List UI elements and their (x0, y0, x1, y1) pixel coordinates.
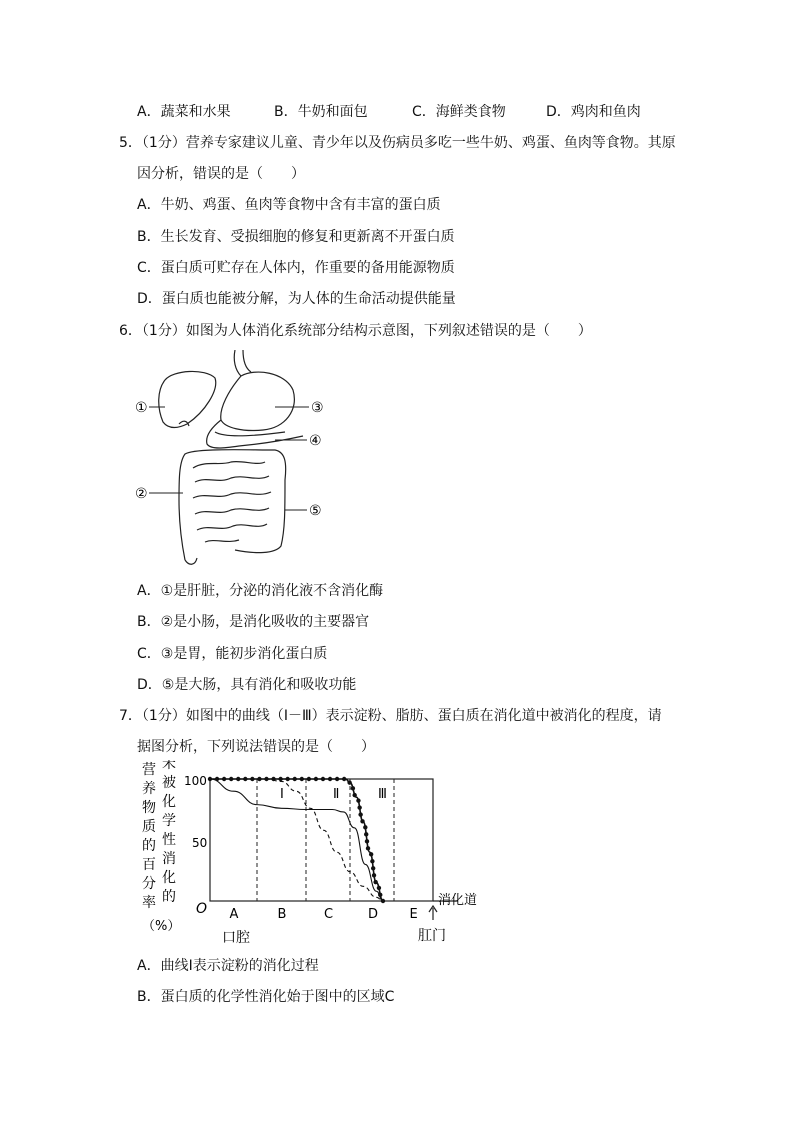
series-3-dot (271, 777, 275, 781)
q7-option-b[interactable]: B．蛋白质的化学性消化始于图中的区域C (137, 989, 395, 1005)
series-3-dot (369, 852, 373, 856)
series-3-dot (243, 777, 247, 781)
series-label-1: Ⅰ (280, 787, 284, 802)
y-label-col2-char: 未 (162, 760, 176, 772)
series-3-dot (358, 812, 362, 816)
series-3-dot (370, 859, 374, 863)
x-category-label: A (229, 907, 239, 922)
stomach-shape (221, 372, 295, 430)
q6-option-a[interactable]: A．①是肝脏，分泌的消化液不含消化酶 (137, 583, 384, 599)
y-label-col1-char: 养 (142, 781, 156, 797)
series-3-dot (381, 899, 385, 903)
q4-option-d[interactable]: D．鸡肉和鱼肉 (546, 104, 641, 120)
y-label-col1-char: 率 (142, 895, 156, 911)
series-3-dot (356, 798, 360, 802)
series-3-dot (363, 825, 367, 829)
series-3-dot (293, 777, 297, 781)
mouth-label: 口腔 (222, 930, 250, 946)
series-3-dot (314, 777, 318, 781)
series-3-dot (236, 777, 240, 781)
x-category-label: B (277, 907, 287, 922)
series-3-dot (373, 880, 377, 884)
y-label-col2-char: 学 (162, 813, 176, 829)
q5-option-b[interactable]: B．生长发育、受损细胞的修复和更新离不开蛋白质 (137, 229, 455, 245)
figure-label-4: ④ (309, 433, 322, 449)
series-3-dot (208, 777, 212, 781)
q7-stem-line1: 7．（1分）如图中的曲线（Ⅰ－Ⅲ）表示淀粉、脂肪、蛋白质在消化道中被消化的程度，请 (119, 708, 662, 724)
y-label-col2-char: 被 (162, 775, 176, 791)
x-category-label: C (324, 907, 334, 922)
q5-stem-line1: 5．（1分）营养专家建议儿童、青少年以及伤病员多吃一些牛奶、鸡蛋、鱼肉等食物。其原 (119, 135, 676, 151)
anus-arrow (429, 906, 437, 920)
series-3-dot (335, 777, 339, 781)
series-3-dot (264, 777, 268, 781)
series-3-dot (307, 777, 311, 781)
y-label-col2-char: 化 (162, 794, 176, 810)
series-3-dot (222, 777, 226, 781)
series-3-dot (351, 786, 355, 790)
q6-option-b[interactable]: B．②是小肠，是消化吸收的主要器官 (137, 614, 370, 630)
y-label-col2-char: 的 (162, 889, 176, 905)
series-3-dot (300, 777, 304, 781)
series-3-dot (328, 777, 332, 781)
x-axis-label: 消化道 (438, 893, 478, 908)
figure-label-5: ⑤ (309, 503, 322, 519)
series-3-dot (285, 777, 289, 781)
series-3-dot (229, 777, 233, 781)
q6-stem: 6．（1分）如图为人体消化系统部分结构示意图，下列叙述错误的是（ ） (119, 323, 592, 339)
series-3-dot (378, 893, 382, 897)
q5-option-a[interactable]: A．牛奶、鸡蛋、鱼肉等食物中含有丰富的蛋白质 (137, 197, 441, 213)
x-category-label: E (409, 907, 418, 922)
digestive-system-figure (135, 350, 335, 570)
series-3-dot (360, 819, 364, 823)
series-label-2: Ⅱ (333, 787, 340, 802)
x-category-label: D (368, 907, 379, 922)
origin-label: O (196, 901, 208, 917)
series-3-dot (342, 777, 346, 781)
series-3-dot (366, 846, 370, 850)
series-3-dot (347, 780, 351, 784)
q7-stem-line2: 据图分析，下列说法错误的是（ ） (137, 739, 375, 755)
y-tick-50: 50 (192, 836, 208, 850)
anus-label: 肛门 (418, 928, 446, 944)
y-label-col1-char: 百 (142, 857, 156, 873)
q5-stem-line2: 因分析，错误的是（ ） (137, 166, 305, 182)
q4-option-c[interactable]: C．海鲜类食物 (412, 104, 506, 120)
y-label-col1-char: 质 (142, 819, 156, 835)
y-label-col2-char: 消 (162, 851, 176, 867)
q7-option-a[interactable]: A．曲线Ⅰ表示淀粉的消化过程 (137, 958, 319, 974)
figure-label-3: ③ (311, 400, 324, 416)
liver-shape (159, 371, 216, 427)
q5-option-d[interactable]: D．蛋白质也能被分解，为人体的生命活动提供能量 (137, 291, 456, 307)
series-3-dot (250, 777, 254, 781)
y-label-col2-char: 化 (162, 870, 176, 886)
series-3-dot (357, 805, 361, 809)
q6-option-c[interactable]: C．③是胃，能初步消化蛋白质 (137, 646, 328, 662)
series-3-dot (372, 873, 376, 877)
q6-option-d[interactable]: D．⑤是大肠，具有消化和吸收功能 (137, 677, 357, 693)
digestion-chart (140, 760, 500, 950)
series-3-dot (257, 777, 261, 781)
y-label-col2-char: 性 (162, 832, 176, 848)
series-3-dot (321, 777, 325, 781)
figure-label-1: ① (135, 400, 148, 416)
y-label-col1-char: 分 (142, 876, 156, 892)
series-3-dot (215, 777, 219, 781)
y-label-col1-char: 物 (142, 800, 156, 816)
series-3-dot (371, 866, 375, 870)
plot-frame (210, 779, 433, 901)
q5-option-c[interactable]: C．蛋白质可贮存在人体内，作重要的备用能源物质 (137, 260, 455, 276)
series-3-dot (365, 839, 369, 843)
q4-option-a[interactable]: A．蔬菜和水果 (137, 104, 231, 120)
y-tick-100: 100 (184, 774, 207, 788)
y-label-col1-char: 的 (142, 838, 156, 854)
series-3-dot (377, 886, 381, 890)
series-label-3: Ⅲ (378, 787, 387, 802)
series-3-dot (278, 777, 282, 781)
q4-option-b[interactable]: B．牛奶和面包 (274, 104, 368, 120)
figure-label-2: ② (135, 486, 148, 502)
series-3-dot (364, 832, 368, 836)
series-3-dot (352, 793, 356, 797)
series-line-3 (210, 779, 383, 901)
y-label-col1-char: 营 (142, 762, 156, 778)
y-axis-unit: （%） (142, 919, 181, 934)
